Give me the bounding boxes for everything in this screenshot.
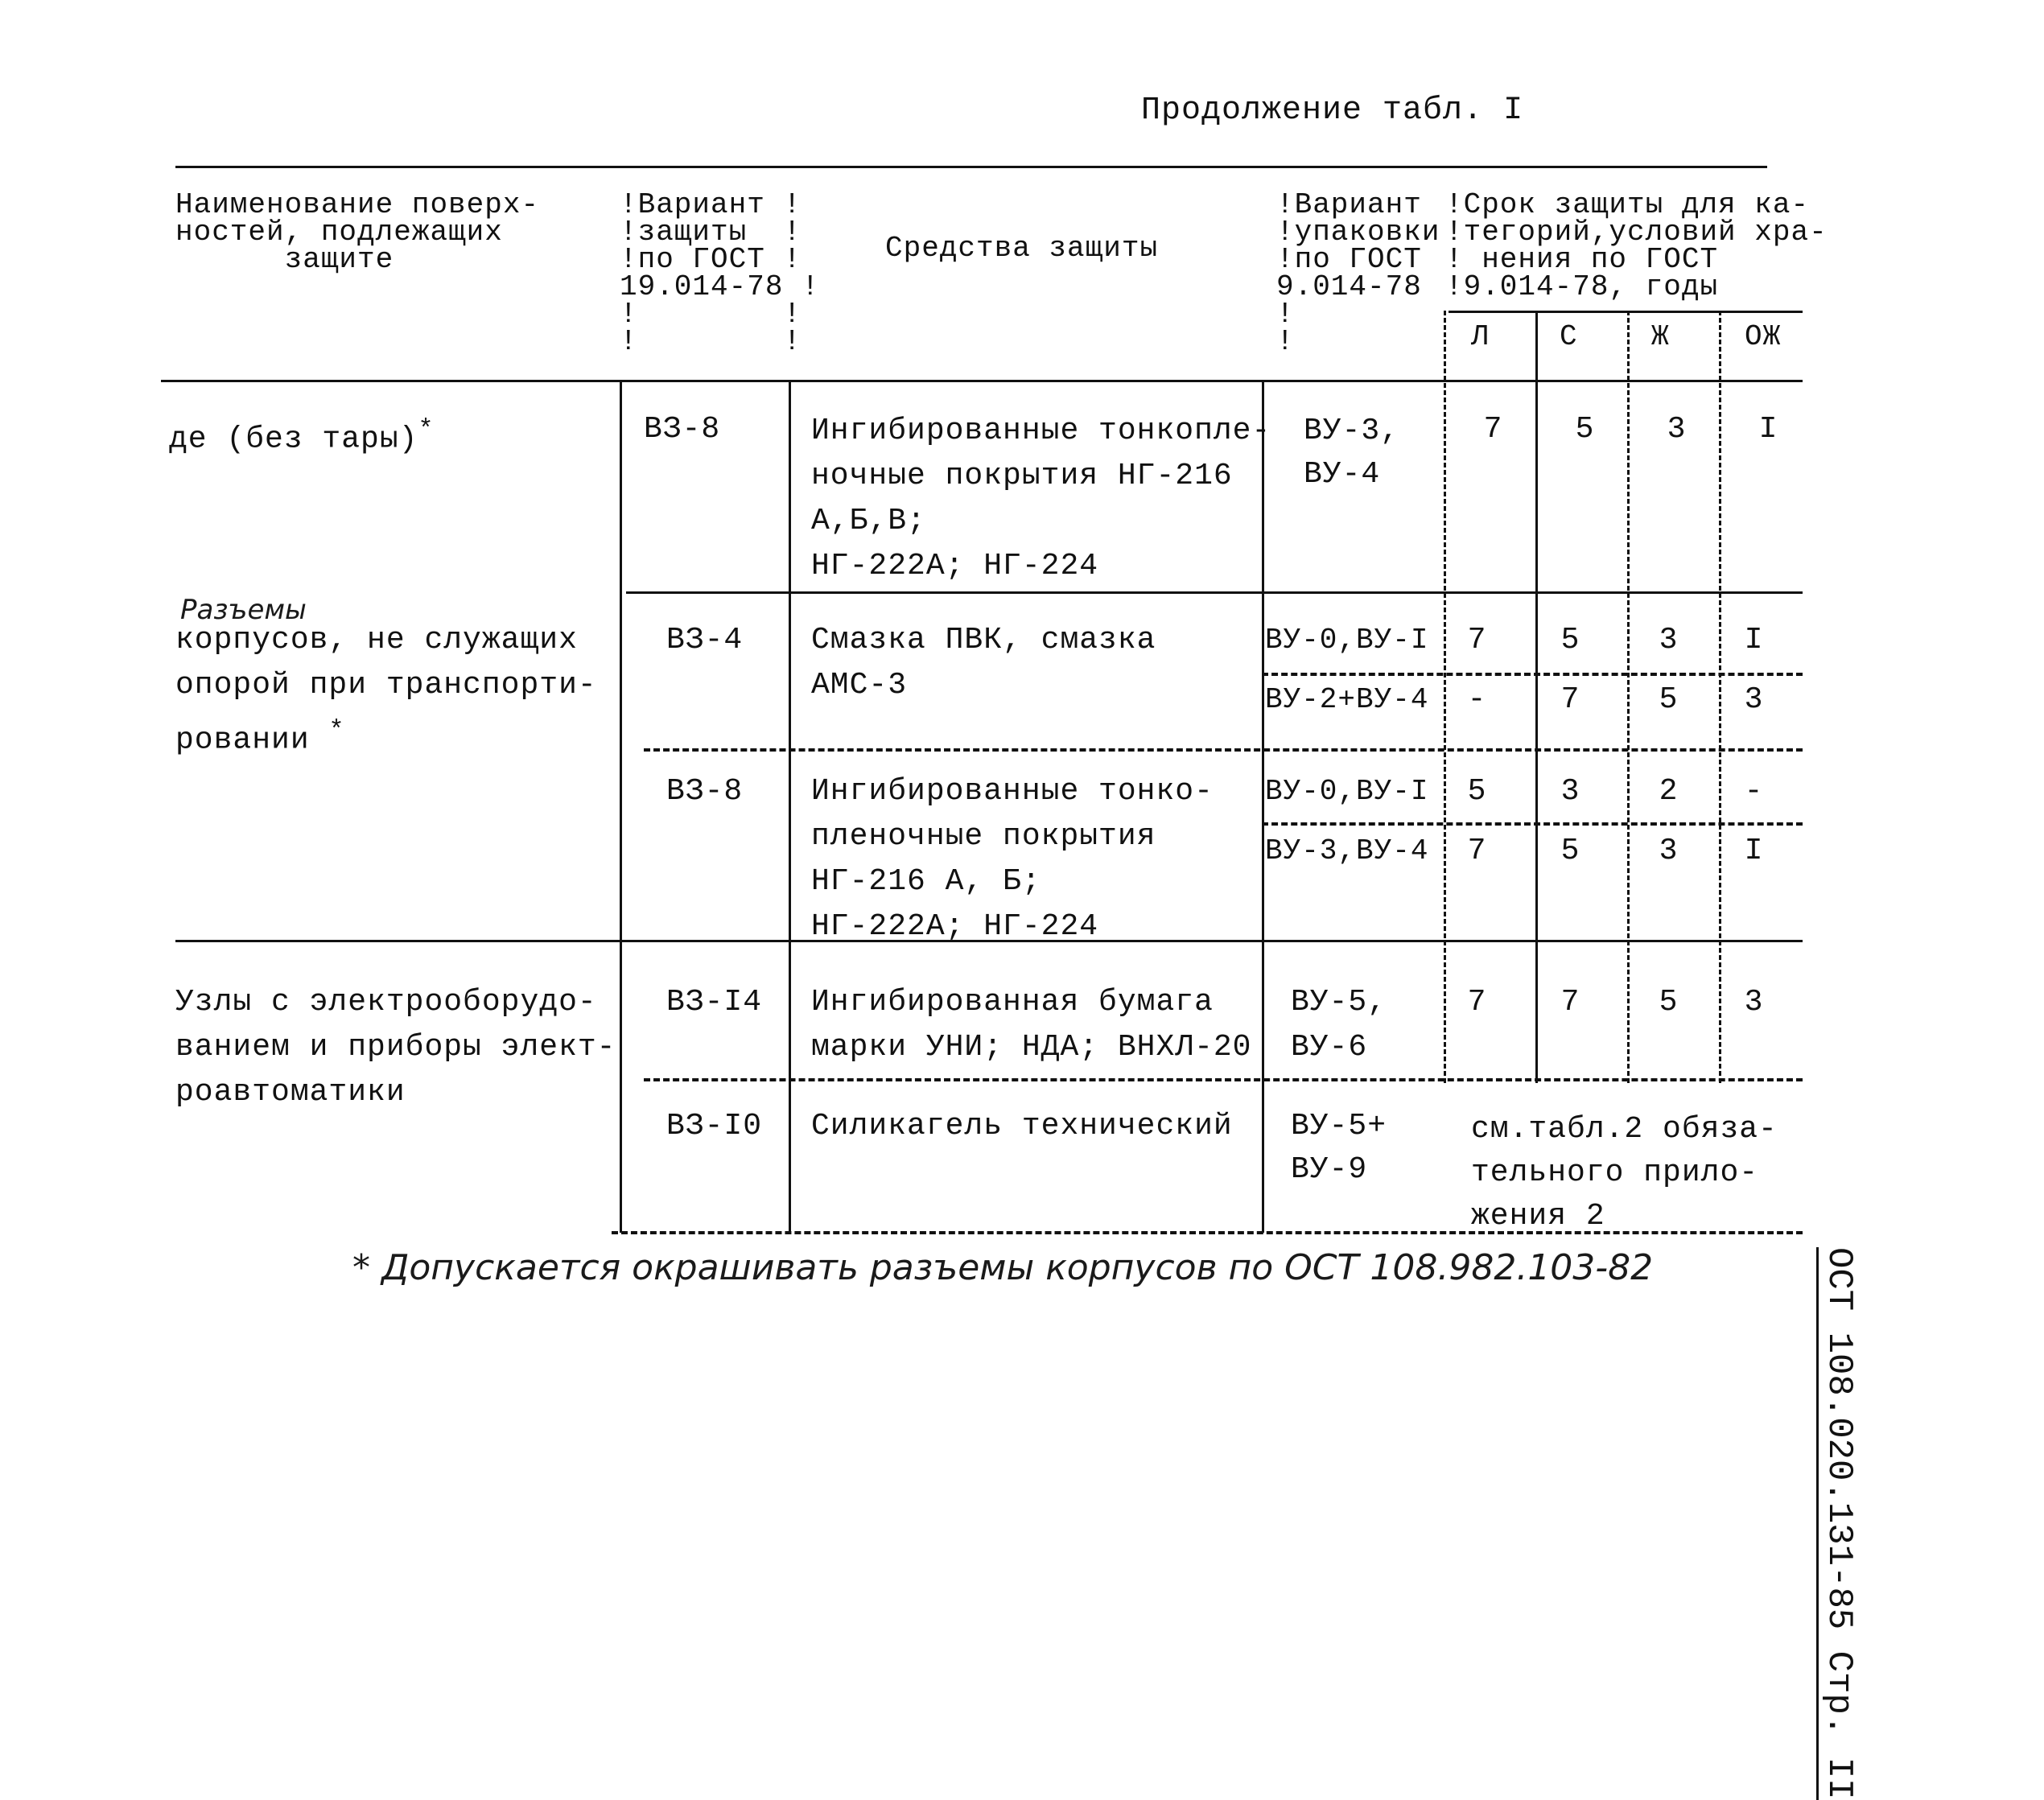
- footnote: * Допускается окрашивать разъемы корпусов по ОСТ 108.982.103-82: [352, 1247, 1654, 1288]
- row2-pack-a: ВУ-0,ВУ-I: [1265, 624, 1429, 657]
- row2-handwritten-correction: Разъемы: [180, 594, 307, 626]
- row2-surface-1: корпусов, не служащих: [175, 623, 578, 657]
- row1-bottom-rule: [626, 591, 1803, 594]
- continuation-title: Продолжение табл. I: [1141, 93, 1524, 129]
- row1-means-4: НГ-222А; НГ-224: [811, 549, 1099, 583]
- row1-means-3: А,Б,В;: [811, 504, 926, 538]
- side-document-code: ОСТ 108.020.131-85 Стр. II: [1816, 1247, 1859, 1800]
- row2-surface-3: ровании *: [175, 716, 345, 758]
- row4-surface-2: ванием и приборы элект-: [175, 1030, 616, 1065]
- row1-pack-1: ВУ-3,: [1304, 414, 1400, 448]
- row5-note-3: жения 2: [1471, 1199, 1605, 1234]
- row5-means: Силикагель технический: [811, 1109, 1233, 1143]
- row4-pack-1: ВУ-5,: [1291, 985, 1387, 1019]
- header-bottom-rule: [161, 380, 1803, 382]
- row3-pack-a: ВУ-0,ВУ-I: [1265, 775, 1429, 808]
- row2a-val-s: 5: [1560, 623, 1580, 657]
- subheader-zh: Ж: [1651, 320, 1670, 353]
- row3b-val-zh: 3: [1659, 834, 1678, 868]
- row2-means-1: Смазка ПВК, смазка: [811, 623, 1156, 657]
- col3-left-border: [789, 380, 791, 1233]
- row4-val-ozh: 3: [1744, 985, 1763, 1019]
- row1-means-2: ночные покрытия НГ-216: [811, 459, 1233, 493]
- header-protection-means: Средства защиты: [885, 232, 1159, 265]
- col4-left-border: [1262, 380, 1264, 1233]
- header-protection-variant: !Вариант ! !защиты ! !по ГОСТ ! 19.014-78 ! ! ! ! !: [620, 188, 820, 358]
- row2b-val-l: -: [1467, 682, 1486, 717]
- row3a-val-zh: 2: [1659, 774, 1678, 809]
- row4-surface-3: роавтоматики: [175, 1075, 406, 1110]
- row1-surface: де (без тары)*: [169, 415, 435, 457]
- row3-pack-b: ВУ-3,ВУ-4: [1265, 834, 1429, 867]
- table-top-rule: [175, 166, 1767, 168]
- row1-pack-2: ВУ-4: [1304, 457, 1381, 492]
- row1-val-l: 7: [1483, 412, 1502, 447]
- row2-pack-divider: [1262, 673, 1803, 676]
- row4-variant: ВЗ-I4: [666, 985, 763, 1019]
- row3-variant: ВЗ-8: [666, 774, 744, 809]
- row3-means-1: Ингибированные тонко-: [811, 774, 1214, 809]
- row4-val-s: 7: [1560, 985, 1580, 1019]
- row4-means-1: Ингибированная бумага: [811, 985, 1214, 1019]
- row3a-val-l: 5: [1467, 774, 1486, 809]
- subheader-ozh: ОЖ: [1745, 320, 1782, 353]
- row2-means-2: АМС-3: [811, 668, 908, 702]
- row1-variant: ВЗ-8: [644, 412, 721, 447]
- row2b-val-s: 7: [1560, 682, 1580, 717]
- row1-footnote-star: *: [418, 415, 435, 444]
- row4-val-zh: 5: [1659, 985, 1678, 1019]
- row5-note-1: см.табл.2 обяза-: [1471, 1112, 1778, 1147]
- row1-val-ozh: I: [1758, 412, 1778, 447]
- row2-pack-b: ВУ-2+ВУ-4: [1265, 683, 1429, 716]
- subheader-rule: [1449, 311, 1803, 313]
- row4-means-2: марки УНИ; НДА; ВНХЛ-20: [811, 1030, 1252, 1065]
- row2-footnote-star: *: [328, 716, 345, 745]
- row2a-val-ozh: I: [1744, 623, 1763, 657]
- row2-surface-2: опорой при транспорти-: [175, 668, 597, 702]
- row5-note-2: тельного прило-: [1471, 1155, 1759, 1190]
- row4-pack-2: ВУ-6: [1291, 1030, 1368, 1065]
- row1-means-1: Ингибированные тонкопле-: [811, 414, 1271, 448]
- subheader-s: С: [1560, 320, 1578, 353]
- row5-pack-1: ВУ-5+: [1291, 1109, 1387, 1143]
- row3-means-4: НГ-222А; НГ-224: [811, 909, 1099, 944]
- row2-variant: ВЗ-4: [666, 623, 744, 657]
- row2a-val-l: 7: [1467, 623, 1486, 657]
- row1-val-s: 5: [1575, 412, 1594, 447]
- header-package-variant: !Вариант !упаковки !по ГОСТ 9.014-78 ! !: [1276, 188, 1440, 358]
- row3b-val-s: 5: [1560, 834, 1580, 868]
- row3b-val-ozh: I: [1744, 834, 1763, 868]
- row3-pack-divider: [1262, 822, 1803, 826]
- header-protection-period: !Срок защиты для ка- !тегорий,условий хра- ! нения по ГОСТ !9.014-78, годы: [1445, 188, 1828, 303]
- row2b-val-ozh: 3: [1744, 682, 1763, 717]
- row2a-val-zh: 3: [1659, 623, 1678, 657]
- row4-surface-1: Узлы с электрооборудо-: [175, 985, 597, 1019]
- row3a-val-s: 3: [1560, 774, 1580, 809]
- subheader-l: Л: [1471, 320, 1490, 353]
- row3b-val-l: 7: [1467, 834, 1486, 868]
- row5-pack-2: ВУ-9: [1291, 1152, 1368, 1187]
- col2-left-border: [620, 380, 622, 1233]
- row4-val-l: 7: [1467, 985, 1486, 1019]
- row1-val-zh: 3: [1667, 412, 1686, 447]
- row3a-val-ozh: -: [1744, 774, 1763, 809]
- row2b-val-zh: 5: [1659, 682, 1678, 717]
- header-surface-name: Наименование поверх- ностей, подлежащих защите: [175, 188, 540, 276]
- row3-means-2: пленочные покрытия: [811, 819, 1156, 854]
- row3-means-3: НГ-216 А, Б;: [811, 864, 1041, 899]
- row5-variant: ВЗ-I0: [666, 1109, 763, 1143]
